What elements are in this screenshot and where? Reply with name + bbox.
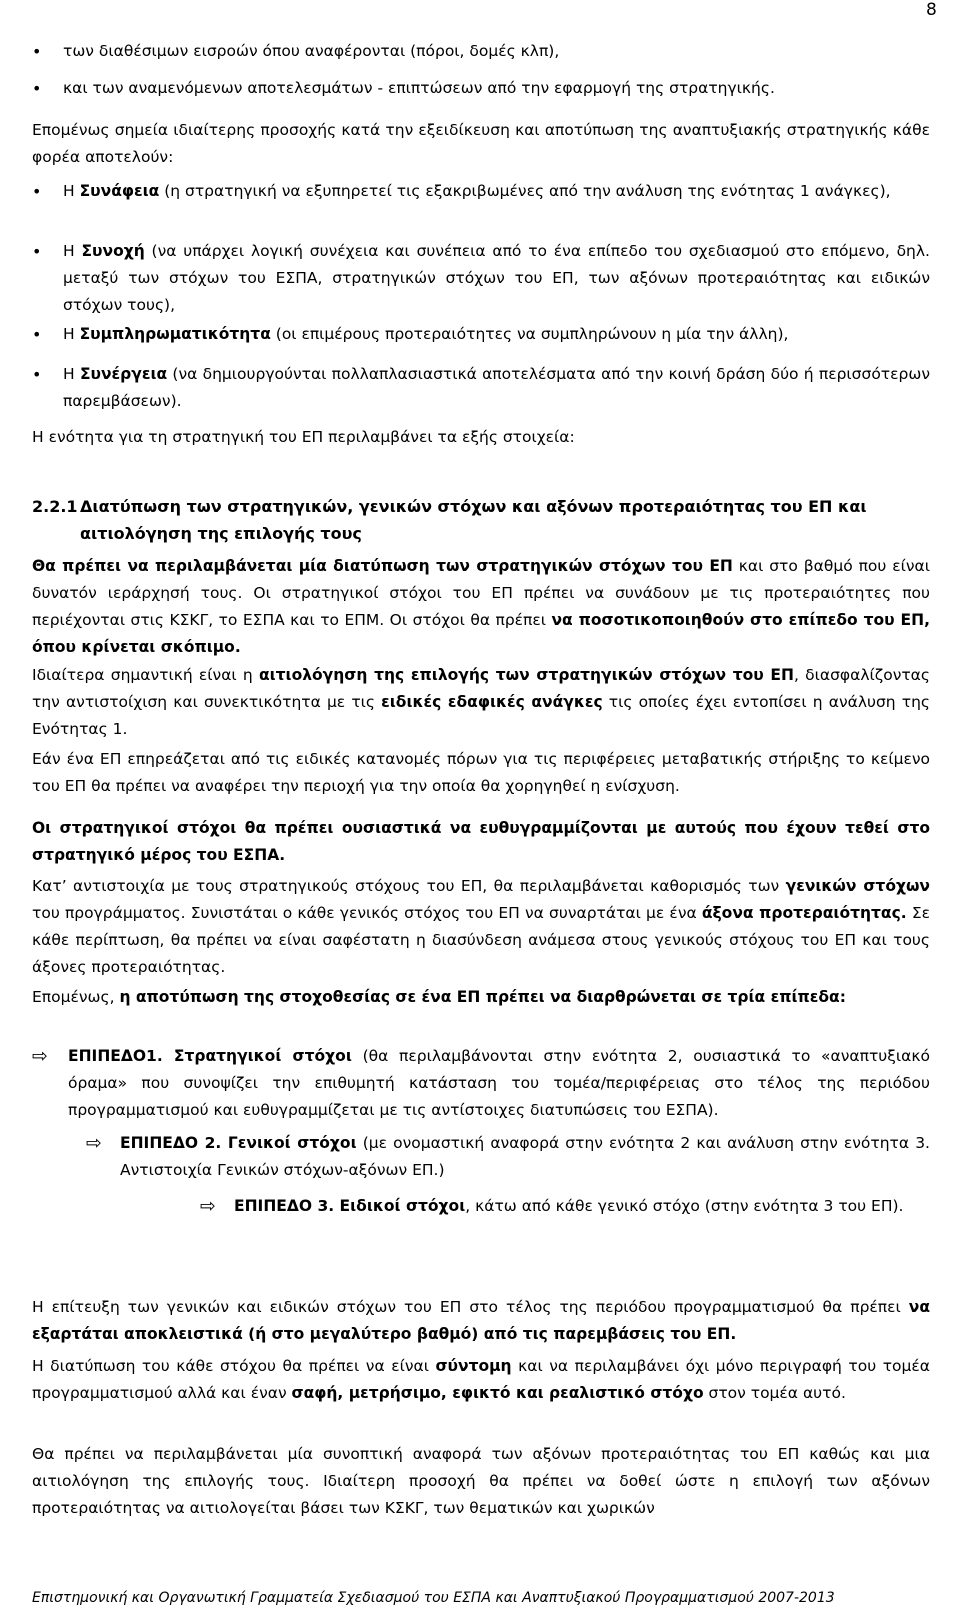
section-number: 2.2.1 <box>32 497 78 516</box>
intro-paragraph: Επομένως σημεία ιδιαίτερης προσοχής κατά την εξειδίκευση και αποτύπωση της αναπτυξιακής στρατηγικής κάθε φορέα αποτελούν: <box>32 121 930 166</box>
arrow-right-icon: ⇨ <box>32 1045 48 1067</box>
paragraph: Εάν ένα ΕΠ επηρεάζεται από τις ειδικές κατανομές πόρων για τις περιφέρειες μεταβατικής στήριξης το κείμενο του ΕΠ θα πρέπει να αναφέρει την περιοχή για την οποία θα χορηγηθεί η ενίσχυση. <box>32 750 930 795</box>
level-1: ΕΠΙΠΕΔΟ1. Στρατηγικοί στόχοι (θα περιλαμβάνονται στην ενότητα 2, ουσιαστικά το «αναπτυξιακό όραμα» που συνοψίζει την επιθυμητή κατάσταση του τομέα/περιφέρειας στο τέλος της περιόδου προγραμματισμού και ευθυγραμμίζεται με τις αντίστοιχες διατυπώσεις του ΕΣΠΑ). <box>68 1047 930 1119</box>
criterion-synoxi: Η Συνοχή (να υπάρχει λογική συνέχεια και συνέπεια από το ένα επίπεδο του σχεδιασμού στο επόμενο, δηλ. μεταξύ των στόχων του ΕΣΠΑ, στρατηγικών στόχων του ΕΠ, των αξόνων προτεραιότητας και ειδικών στόχων τους), <box>63 242 930 314</box>
paragraph: Θα πρέπει να περιλαμβάνεται μία συνοπτική αναφορά των αξόνων προτεραιότητας του ΕΠ καθώς και μια αιτιολόγηση της επιλογής τους. Ιδιαίτερη προσοχή θα πρέπει να δοθεί ώστε η επιλογή των αξόνων προτεραιότητας να αιτιολογείται βάσει των ΚΣΚΓ, των θεματικών και χωρικών <box>32 1445 930 1517</box>
bullet-icon: • <box>32 182 42 201</box>
paragraph: Η διατύπωση του κάθε στόχου θα πρέπει να είναι σύντομη και να περιλαμβάνει όχι μόνο περιγραφή του τομέα προγραμματισμού αλλά και έναν σαφή, μετρήσιμο, εφικτό και ρεαλιστικό στόχο στον τομέα αυτό. <box>32 1357 930 1402</box>
page-number: 8 <box>926 0 937 20</box>
list-item: των διαθέσιμων εισροών όπου αναφέρονται (πόροι, δομές κλπ), <box>63 42 560 60</box>
paragraph: Θα πρέπει να περιλαμβάνεται μία διατύπωση των στρατηγικών στόχων του ΕΠ και στο βαθμό που είναι δυνατόν ιεράρχησή τους. Οι στρατηγικοί στόχοι του ΕΠ πρέπει να συνάδουν με τις προτεραιότητες που περιέχονται στις ΚΣΚΓ, το ΕΣΠΑ και το ΕΠΜ. Οι στόχοι θα πρέπει να ποσοτικοποιηθούν στο επίπεδο του ΕΠ, όπου κρίνεται σκόπιμο. <box>32 557 930 656</box>
paragraph: Επομένως, η αποτύπωση της στοχοθεσίας σε ένα ΕΠ πρέπει να διαρθρώνεται σε τρία επίπεδα: <box>32 988 846 1006</box>
page-footer: Επιστημονική και Οργανωτική Γραμματεία Σχεδιασμού του ΕΣΠΑ και Αναπτυξιακού Προγραμματισμού 2007-2013 <box>32 1590 835 1606</box>
paragraph: Η επίτευξη των γενικών και ειδικών στόχων του ΕΠ στο τέλος της περιόδου προγραμματισμού θα πρέπει να εξαρτάται αποκλειστικά (ή στο μεγαλύτερο βαθμό) από τις παρεμβάσεις του ΕΠ. <box>32 1298 930 1343</box>
bullet-icon: • <box>32 365 42 384</box>
list-item: και των αναμενόμενων αποτελεσμάτων - επιπτώσεων από την εφαρμογή της στρατηγικής. <box>63 79 775 97</box>
bullet-icon: • <box>32 79 42 98</box>
paragraph: Ιδιαίτερα σημαντική είναι η αιτιολόγηση της επιλογής των στρατηγικών στόχων του ΕΠ, διασφαλίζοντας την αντιστοίχιση και συνεκτικότητα με τις ειδικές εδαφικές ανάγκες τις οποίες έχει εντοπίσει η ανάλυση της Ενότητας 1. <box>32 666 931 738</box>
criterion-synafeia: Η Συνάφεια (η στρατηγική να εξυπηρετεί τις εξακριβωμένες από την ανάλυση της ενότητας 1 ανάγκες), <box>63 182 891 200</box>
level-2: ΕΠΙΠΕΔΟ 2. Γενικοί στόχοι (με ονομαστική αναφορά στην ενότητα 2 και ανάλυση στην ενότητα 3. Αντιστοιχία Γενικών στόχων-αξόνων ΕΠ.) <box>120 1134 930 1179</box>
bullet-icon: • <box>32 42 42 61</box>
section-intro: Η ενότητα για τη στρατηγική του ΕΠ περιλαμβάνει τα εξής στοιχεία: <box>32 428 575 446</box>
arrow-right-icon: ⇨ <box>200 1195 216 1217</box>
level-3: ΕΠΙΠΕΔΟ 3. Ειδικοί στόχοι, κάτω από κάθε γενικό στόχο (στην ενότητα 3 του ΕΠ). <box>234 1197 904 1215</box>
criterion-synergeia: Η Συνέργεια (να δημιουργούνται πολλαπλασιαστικά αποτελέσματα από την κοινή δράση δύο ή περισσότερων παρεμβάσεων). <box>63 365 930 410</box>
section-heading: Διατύπωση των στρατηγικών, γενικών στόχων και αξόνων προτεραιότητας του ΕΠ και αιτιολόγηση της επιλογής τους <box>80 497 867 543</box>
bullet-icon: • <box>32 242 42 261</box>
paragraph-bold: Οι στρατηγικοί στόχοι θα πρέπει ουσιαστικά να ευθυγραμμίζονται με αυτούς που έχουν τεθεί στο στρατηγικό μέρος του ΕΣΠΑ. <box>32 819 930 864</box>
bullet-icon: • <box>32 325 42 344</box>
criterion-symplirwmatikotita: Η Συμπληρωματικότητα (οι επιμέρους προτεραιότητες να συμπληρώνουν η μία την άλλη), <box>63 325 789 343</box>
arrow-right-icon: ⇨ <box>86 1132 102 1154</box>
paragraph: Κατ’ αντιστοιχία με τους στρατηγικούς στόχους του ΕΠ, θα περιλαμβάνεται καθορισμός των γενικών στόχων του προγράμματος. Συνιστάται ο κάθε γενικός στόχος του ΕΠ να συναρτάται με ένα άξονα προτεραιότητας. Σε κάθε περίπτωση, θα πρέπει να είναι σαφέστατη η διασύνδεση ανάμεσα στους γενικούς στόχους του ΕΠ και τους άξονες προτεραιότητας. <box>32 877 930 976</box>
